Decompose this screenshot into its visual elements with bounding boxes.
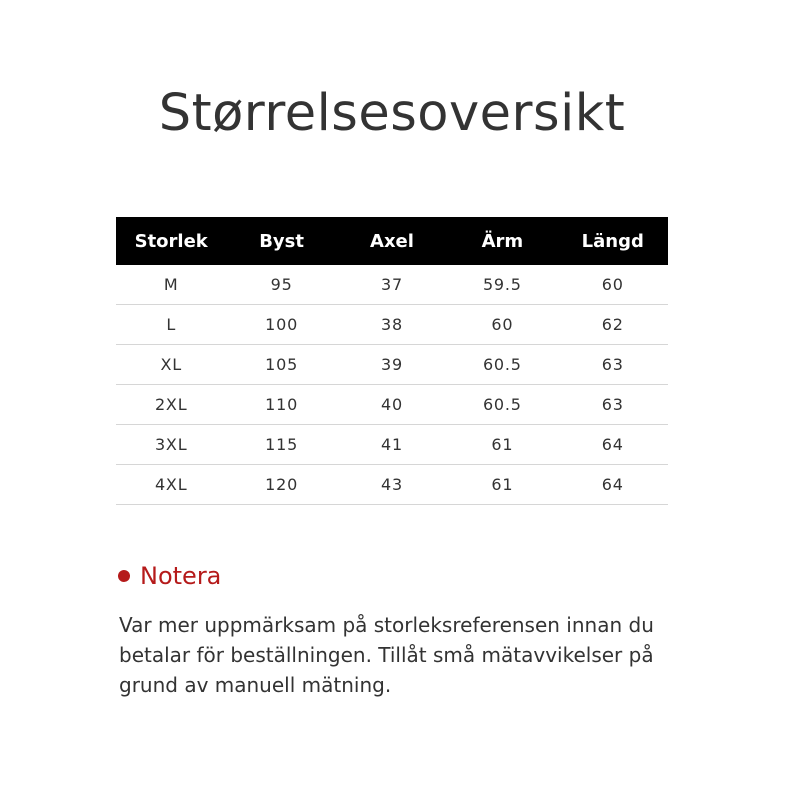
table-row — [116, 425, 668, 465]
header-shoulder: Axel — [337, 217, 447, 265]
cell-bust: 110 — [226, 385, 336, 425]
table-row — [116, 265, 668, 305]
cell-shoulder: 39 — [337, 345, 447, 385]
note-title: Notera — [140, 562, 222, 590]
cell-size: 3XL — [116, 425, 226, 465]
note-body: Var mer uppmärksam på storleksreferensen innan du betalar för beställningen. Tillåt små mätavvikelser på grund av manuell mätning. — [119, 613, 654, 697]
cell-shoulder: 41 — [337, 425, 447, 465]
page-title: Størrelsesoversikt — [158, 84, 626, 143]
cell-length: 62 — [558, 305, 668, 345]
bullet-dot-icon — [118, 570, 130, 582]
cell-shoulder: 38 — [337, 305, 447, 345]
table-row — [116, 305, 668, 345]
size-chart-table — [116, 217, 668, 505]
cell-sleeve: 60.5 — [447, 345, 557, 385]
cell-sleeve: 60 — [447, 305, 557, 345]
cell-length: 63 — [558, 345, 668, 385]
cell-length: 60 — [558, 265, 668, 305]
table-row — [116, 465, 668, 505]
cell-length: 63 — [558, 385, 668, 425]
header-sleeve: Ärm — [447, 217, 557, 265]
note-heading — [118, 562, 221, 590]
cell-bust: 95 — [226, 265, 336, 305]
cell-sleeve: 59.5 — [447, 265, 557, 305]
cell-length: 64 — [558, 465, 668, 505]
cell-bust: 115 — [226, 425, 336, 465]
cell-bust: 100 — [226, 305, 336, 345]
cell-size: L — [116, 305, 226, 345]
cell-shoulder: 40 — [337, 385, 447, 425]
cell-shoulder: 43 — [337, 465, 447, 505]
cell-bust: 105 — [226, 345, 336, 385]
table-row — [116, 345, 668, 385]
cell-shoulder: 37 — [337, 265, 447, 305]
cell-size: 2XL — [116, 385, 226, 425]
cell-length: 64 — [558, 425, 668, 465]
cell-size: M — [116, 265, 226, 305]
cell-bust: 120 — [226, 465, 336, 505]
cell-sleeve: 60.5 — [447, 385, 557, 425]
cell-sleeve: 61 — [447, 465, 557, 505]
table-header-row — [116, 217, 668, 265]
cell-size: 4XL — [116, 465, 226, 505]
table-row — [116, 385, 668, 425]
header-bust: Byst — [226, 217, 336, 265]
header-length: Längd — [558, 217, 668, 265]
cell-size: XL — [116, 345, 226, 385]
header-size: Storlek — [116, 217, 226, 265]
cell-sleeve: 61 — [447, 425, 557, 465]
